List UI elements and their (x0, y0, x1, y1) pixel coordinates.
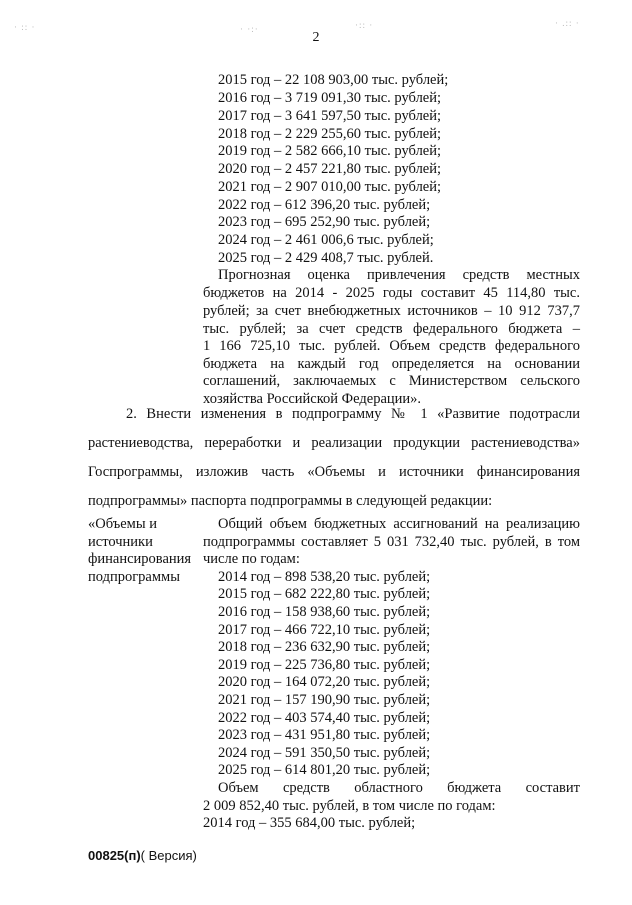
funding-line: 2014 год – 898 538,20 тыс. рублей; (218, 569, 431, 585)
scan-artifact: · :: · (14, 22, 36, 32)
label-line: подпрограммы (88, 569, 180, 585)
paragraph-line: бюджета на каждый год определяется на основании (203, 356, 580, 372)
funding-line: 2023 год – 695 252,90 тыс. рублей; (218, 214, 431, 230)
paragraph-line: хозяйства Российской Федерации». (203, 391, 422, 407)
funding-line: 2024 год – 591 350,50 тыс. рублей; (218, 745, 431, 761)
funding-line: 2025 год – 614 801,20 тыс. рублей; (218, 762, 431, 778)
paragraph-line: Объем средств областного бюджета составит (218, 780, 580, 796)
label-line: финансирования (88, 551, 192, 567)
page-number: 2 (312, 30, 320, 45)
funding-line: 2020 год – 164 072,20 тыс. рублей; (218, 674, 431, 690)
funding-line: 2021 год – 157 190,90 тыс. рублей; (218, 692, 431, 708)
funding-line: 2019 год – 225 736,80 тыс. рублей; (218, 657, 431, 673)
paragraph-line: подпрограммы составляет 5 031 732,40 тыс. рублей, в том (203, 534, 580, 550)
paragraph-line: 2. Внести изменения в подпрограмму № 1 «Развитие подотрасли (126, 406, 580, 422)
paragraph-line: 1 166 725,10 тыс. рублей. Объем средств федерального (203, 338, 580, 354)
funding-line: 2019 год – 2 582 666,10 тыс. рублей; (218, 143, 442, 159)
paragraph-line: рублей; за счет внебюджетных источников – 10 912 737,7 (203, 303, 580, 319)
document-version: ( Версия) (140, 848, 197, 863)
paragraph-line: 2 009 852,40 тыс. рублей, в том числе по годам: (203, 798, 496, 814)
paragraph-line: тыс. рублей; за счет средств федерального бюджета – (203, 321, 580, 337)
funding-line: 2015 год – 682 222,80 тыс. рублей; (218, 586, 431, 602)
funding-line: 2015 год – 22 108 903,00 тыс. рублей; (218, 72, 449, 88)
label-line: «Объемы и (88, 516, 157, 532)
paragraph-line: Прогнозная оценка привлечения средств местных (218, 267, 580, 283)
funding-line: 2017 год – 466 722,10 тыс. рублей; (218, 622, 431, 638)
funding-line: 2020 год – 2 457 221,80 тыс. рублей; (218, 161, 442, 177)
paragraph-line: Общий объем бюджетных ассигнований на реализацию (218, 516, 580, 532)
funding-line: 2022 год – 612 396,20 тыс. рублей; (218, 197, 431, 213)
funding-line: 2022 год – 403 574,40 тыс. рублей; (218, 710, 431, 726)
paragraph-line: растениеводства, переработки и реализации продукции растениеводства» (88, 435, 580, 451)
paragraph-line: Госпрограммы, изложив часть «Объемы и источники финансирования (88, 464, 580, 480)
paragraph-line: 2014 год – 355 684,00 тыс. рублей; (203, 815, 416, 831)
scan-artifact: · ·:· (240, 24, 259, 34)
funding-line: 2025 год – 2 429 408,7 тыс. рублей. (218, 250, 434, 266)
funding-line: 2018 год – 236 632,90 тыс. рублей; (218, 639, 431, 655)
funding-line: 2021 год – 2 907 010,00 тыс. рублей; (218, 179, 442, 195)
document-footer (88, 848, 197, 863)
paragraph-line: бюджетов на 2014 - 2025 годы составит 45 114,80 тыс. (203, 285, 580, 301)
funding-line: 2024 год – 2 461 006,6 тыс. рублей; (218, 232, 434, 248)
funding-line: 2018 год – 2 229 255,60 тыс. рублей; (218, 126, 442, 142)
label-line: источники (88, 534, 153, 550)
document-code: 00825(п) (88, 848, 141, 863)
scan-artifact: · .:: · (555, 18, 580, 28)
scan-artifact: ·:: · (355, 20, 374, 30)
funding-line: 2016 год – 3 719 091,30 тыс. рублей; (218, 90, 442, 106)
paragraph-line: подпрограммы» паспорта подпрограммы в следующей редакции: (88, 493, 493, 509)
funding-line: 2017 год – 3 641 597,50 тыс. рублей; (218, 108, 442, 124)
funding-line: 2023 год – 431 951,80 тыс. рублей; (218, 727, 431, 743)
funding-line: 2016 год – 158 938,60 тыс. рублей; (218, 604, 431, 620)
paragraph-line: числе по годам: (203, 551, 300, 567)
paragraph-line: соглашений, заключаемых с Министерством сельского (203, 373, 580, 389)
